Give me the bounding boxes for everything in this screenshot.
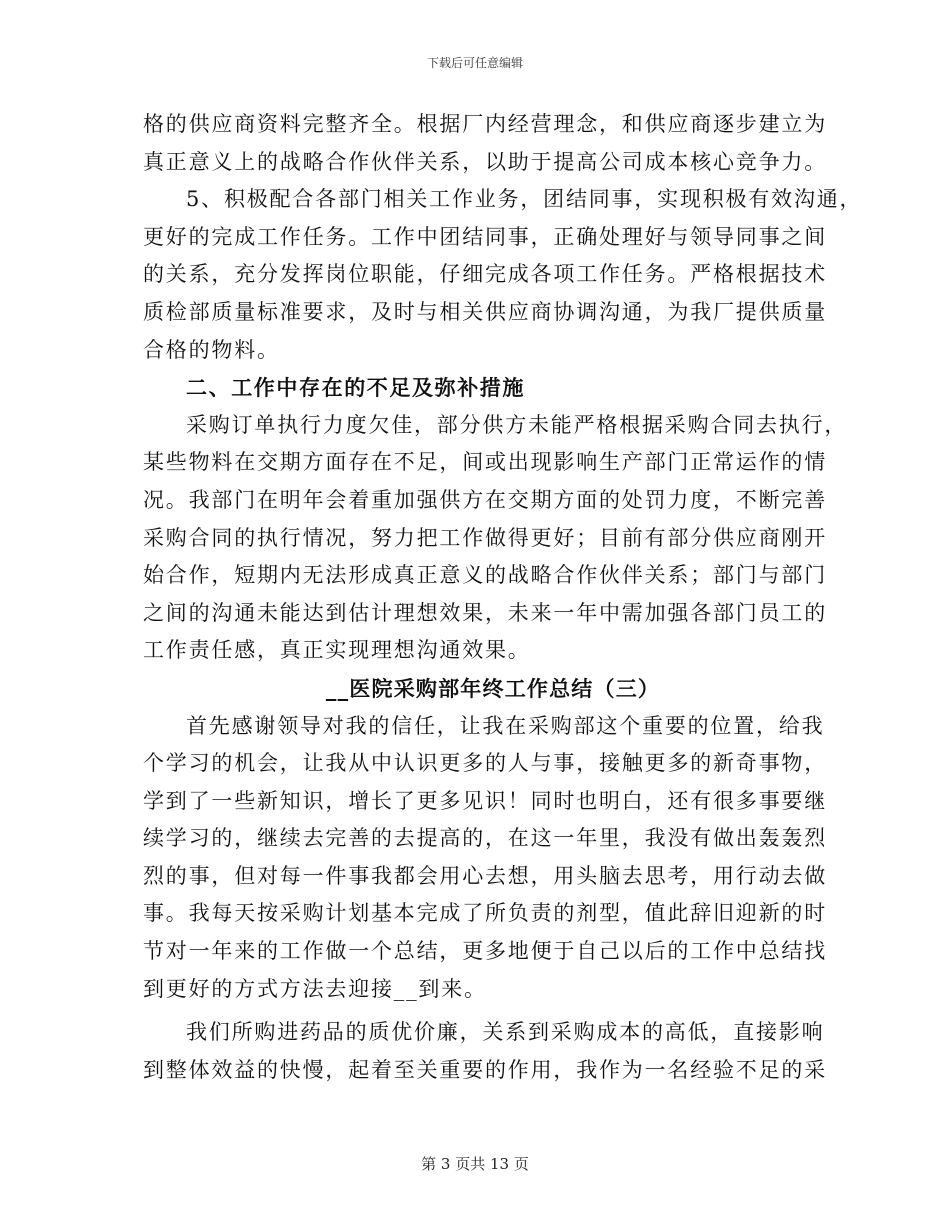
paragraph-line: 个学习的机会，让我从中认识更多的人与事，接触更多的新奇事物， <box>143 751 827 776</box>
document-body <box>143 106 863 1089</box>
section-heading: 二、工作中存在的不足及弥补措施 <box>186 375 525 401</box>
paragraph-line: 的关系，充分发挥岗位职能，仔细完成各项工作任务。严格根据技术 <box>143 262 827 287</box>
paragraph-line: 之间的沟通未能达到估计理想效果，未来一年中需加强各部门员工的 <box>143 600 827 625</box>
paragraph-line: 到整体效益的快慢，起着至关重要的作用，我作为一名经验不足的采 <box>143 1057 827 1082</box>
paragraph-line: 学到了一些新知识，增长了更多见识！同时也明白，还有很多事要继 <box>143 788 827 813</box>
paragraph-line: 合格的物料。 <box>143 337 280 362</box>
paragraph-line: 某些物料在交期方面存在不足，间或出现影响生产部门正常运作的情 <box>143 450 827 475</box>
paragraph-line: 采购订单执行力度欠佳，部分供方未能严格根据采购合同去执行， <box>186 412 848 437</box>
paragraph-line: 续学习的，继续去完善的去提高的，在这一年里，我没有做出轰轰烈 <box>143 826 827 851</box>
paragraph-line: 烈的事，但对每一件事我都会用心去想，用头脑去思考，用行动去做 <box>143 863 827 888</box>
paragraph-line: 格的供应商资料完整齐全。根据厂内经营理念，和供应商逐步建立为 <box>143 112 827 136</box>
paragraph-line: 到更好的方式方法去迎接__到来。 <box>143 976 487 1001</box>
paragraph-line: 采购合同的执行情况，努力把工作做得更好；目前有部分供应商刚开 <box>143 525 827 550</box>
paragraph-line: 更好的完成工作任务。工作中团结同事，正确处理好与领导同事之间 <box>143 224 827 249</box>
paragraph-line: 工作责任感，真正实现理想沟通效果。 <box>143 638 531 663</box>
paragraph-line: 5、积极配合各部门相关工作业务，团结同事，实现积极有效沟通， <box>186 187 863 212</box>
page-header-note: 下载后可任意编辑 <box>426 56 523 70</box>
article-title: __医院采购部年终工作总结（三） <box>325 675 661 701</box>
paragraph-line: 质检部质量标准要求，及时与相关供应商协调沟通，为我厂提供质量 <box>143 299 827 324</box>
paragraph-line: 首先感谢领导对我的信任，让我在采购部这个重要的位置，给我 <box>186 713 825 738</box>
paragraph-line: 节对一年来的工作做一个总结，更多地便于自己以后的工作中总结找 <box>143 939 827 964</box>
paragraph-line: 事。我每天按采购计划基本完成了所负责的剂型，值此辞旧迎新的时 <box>143 901 827 926</box>
paragraph-line: 况。我部门在明年会着重加强供方在交期方面的处罚力度，不断完善 <box>143 487 827 512</box>
page-number-footer: 第 3 页共 13 页 <box>421 1155 529 1173</box>
paragraph-line: 真正意义上的战略合作伙伴关系，以助于提高公司成本核心竞争力。 <box>143 149 827 174</box>
paragraph-line: 我们所购进药品的质优价廉，关系到采购成本的高低，直接影响 <box>186 1020 825 1045</box>
paragraph-line: 始合作，短期内无法形成真正意义的战略合作伙伴关系；部门与部门 <box>143 563 827 588</box>
